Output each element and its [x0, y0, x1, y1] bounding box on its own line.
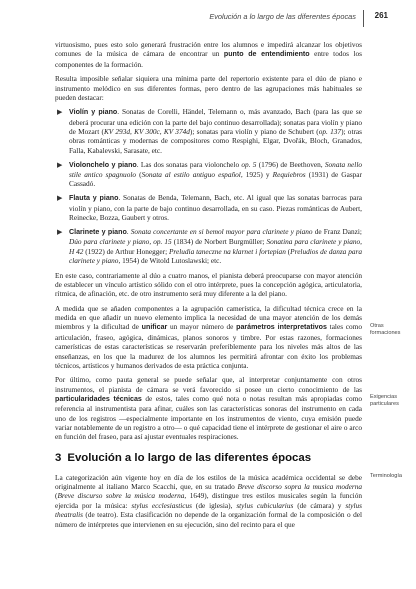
formations-bold-unificar: unificar: [141, 323, 168, 332]
list-item-segment: Sonata al estilo antiguo español: [141, 170, 241, 180]
list-item-segment: Requiebros: [272, 170, 306, 180]
triangle-bullet-icon: ▶: [57, 108, 63, 117]
section-title: Evolución a lo largo de las diferentes épocas: [67, 451, 312, 464]
list-item-segment: (1796) de Beethoven,: [256, 159, 325, 169]
list-item-segment: Preludia taneczne na klarnet i fortepian: [168, 246, 286, 256]
body-text: [55, 40, 362, 534]
list-item-segment: (1931) de Gaspar Cassadó.: [69, 170, 362, 189]
list-item-segment: ); sonatas para violín y piano de Schubert (: [189, 127, 319, 137]
list-item-segment: , 1925) y: [240, 170, 273, 180]
repertoire-list-item: [55, 107, 362, 155]
list-item-segment: Preludios de danza para clarinete y piano: [69, 246, 362, 266]
triangle-bullet-icon: ▶: [57, 194, 63, 203]
list-item-segment: (: [285, 246, 291, 256]
list-item-segment: (1834) de Norbert Burgmüller;: [171, 237, 267, 247]
terminology-segment: (de cámara) y: [293, 500, 346, 510]
page-number: 261: [374, 11, 388, 20]
list-item-segment: . Las dos sonatas para violonchelo: [136, 159, 242, 169]
repertoire-list-item: [55, 160, 362, 189]
repertoire-paragraph: Resulta imposible señalar siquiera una mínima parte del repertorio existente para el dúo de piano e instrumento melódico en sus diferentes formas, pero dentro de las agrupaciones más habituales se pueden destacar:: [55, 74, 362, 102]
terminology-segment: Breve discorso sopra la musica moderna: [237, 482, 362, 492]
formations-paragraph: [55, 304, 362, 370]
instrument-pair: Flauta y piano: [69, 194, 119, 203]
terminology-segment: Breve discurso sobre la música moderna: [57, 491, 185, 501]
section-number: 3: [55, 451, 62, 464]
particular-paragraph: [55, 375, 362, 441]
header-divider: [363, 10, 364, 27]
case-paragraph: En este caso, contrariamente al dúo a cuatro manos, el pianista deberá preocuparse con mayor atención de establecer un vínculo artístico sólido con el otro intérprete, pues la concepción agógica, articulatoria, rítmica, de afinación, etc. de otro instrumento será muy diferente a la del piano.: [55, 270, 362, 299]
repertoire-list: [55, 107, 362, 265]
terminology-segment: La categorización aún vigente hoy en día de los estilos de la música académica occidental se debe originalmente al italiano Marco Scacchi, que, en su tratado: [55, 472, 362, 492]
list-item-segment: Sonata nello stile antico spagnuolo: [69, 159, 363, 180]
intro-paragraph: [55, 40, 362, 69]
instrument-pair: Clarinete y piano: [69, 228, 127, 236]
formations-text-before: A medida que se añaden componentes a la agrupación camerística, la dificultad técnica crece en la medida en que añadir un nuevo elemento implica la necesidad de una mayor atención de los demás miembros y la dificultad de: [55, 303, 362, 332]
list-item-segment: op. 5: [241, 159, 257, 169]
terminology-segment: stylus theatralis: [55, 500, 362, 520]
intro-bold-phrase: punto de entendimiento: [223, 50, 310, 59]
intro-text-after: entre todos los componentes de la formación.: [55, 49, 362, 69]
terminology-segment: stylus ecclesiasticus: [131, 500, 192, 510]
particular-text-after: de estos, tales como qué nota o notas resultan más apropiadas como referencia al instrumentista para afinar, cuáles son las características sonoras del instrumento en cada uno de los registros —especialmente importante en los instrumentos de viento, cuya emisión puede variar notablemente de un registro a otro— o qué capacidad tiene el intérprete de gestionar el aire o arco en función del fraseo, para así ajustar eventuales respiraciones.: [55, 394, 362, 442]
margin-note-formations: Otras formaciones: [370, 322, 401, 336]
list-item-segment: op. 137: [318, 127, 342, 137]
intro-text-before: virtuosismo, pues esto solo generará frustración entre los alumnos e impedirá alcanzar los objetivos comunes de la música de cámara de encontrar un: [55, 40, 362, 59]
particular-bold: particularidades técnicas: [55, 395, 142, 404]
terminology-segment: (de teatro). Esta clasificación no depende de la organización formal de la composición o del número de intérpretes que intervienen en su ejecución, sino del recinto para el que: [55, 510, 362, 529]
list-item-segment: .: [126, 227, 131, 236]
terminology-segment: (: [55, 491, 58, 501]
list-item-segment: KV 293d, KV 300c, KV 374d: [103, 127, 190, 137]
terminology-segment: (de iglesia),: [192, 500, 237, 510]
list-item-segment: . Sonatas de Benda, Telemann, Bach, etc. Al igual que las sonatas barrocas para violín y piano, con la parte de bajo continuo desarrollada, en su caso. Piezas románticas de Aubert, Reinecke, Bozza, Gaubert y otros.: [69, 193, 363, 223]
section-heading: [55, 452, 362, 465]
repertoire-list-item: [55, 227, 362, 265]
instrument-pair: Violonchelo y piano: [69, 160, 137, 169]
terminology-segment: , 1649), distingue tres estilos musicales según la función ejercida por la música:: [55, 491, 363, 510]
list-item-segment: Dúo para clarinete y piano, op. 15: [69, 237, 172, 247]
list-item-segment: . Sonatas de Corelli, Händel, Telemann o, más avanzado, Bach (para las que se deberá procurar una edición con la parte del bajo continuo desarrollada); sonatas para violín y piano de Mozart (: [69, 107, 362, 137]
margin-note-particular: Exigencias particulares: [370, 394, 399, 408]
chapter-running-title: Evolución a lo largo de las diferentes épocas: [209, 12, 356, 21]
list-item-segment: (1922) de Arthur Honegger;: [83, 246, 169, 256]
formations-bold-parametros: parámetros interpretativos: [236, 323, 327, 332]
terminology-paragraph: [55, 473, 362, 529]
formations-text-after: tales como articulación, fraseo, agógica, dinámicas, planos sonoros y timbre. Por estas razones, formaciones camerísticas de estas características se reservarán preferiblemente para los niveles más altos de las enseñanzas, en los que la madurez de los alumnos les permitirá afrontar con éxito los problemas técnicos, artísticos y humanos derivados de esta práctica conjunta.: [55, 322, 362, 370]
list-item-segment: Sonatina para clarinete y piano, H 42: [69, 237, 362, 256]
running-header: [0, 10, 416, 32]
instrument-pair: Violín y piano: [69, 108, 118, 117]
particular-text-before: Por último, como pauta general se puede señalar que, al interpretar conjuntamente con otros instrumentos, el pianista de cámara se verá favorecido si posee un cierto conocimiento de las: [55, 375, 362, 394]
list-item-segment: (: [136, 170, 142, 180]
formations-text-middle: un mayor número de: [167, 322, 237, 332]
repertoire-list-item: [55, 193, 362, 222]
list-item-segment: Sonata concertante en si bemol mayor para clarinete y piano: [130, 227, 313, 236]
triangle-bullet-icon: ▶: [57, 228, 63, 236]
list-item-segment: de Franz Danzi;: [312, 227, 362, 236]
triangle-bullet-icon: ▶: [57, 160, 63, 169]
terminology-segment: stylus cubicularius: [236, 500, 294, 510]
list-item-segment: ); otras obras románticas y modernas de compositores como Respighi, Elgar, Dvořák, Bloch, Granados, Falla, Kabalevski, Sarasate, etc.: [69, 127, 362, 155]
list-item-segment: , 1954) de Witold Lutoslawski; etc.: [118, 256, 222, 266]
margin-note-terminology: Terminología: [370, 472, 403, 479]
